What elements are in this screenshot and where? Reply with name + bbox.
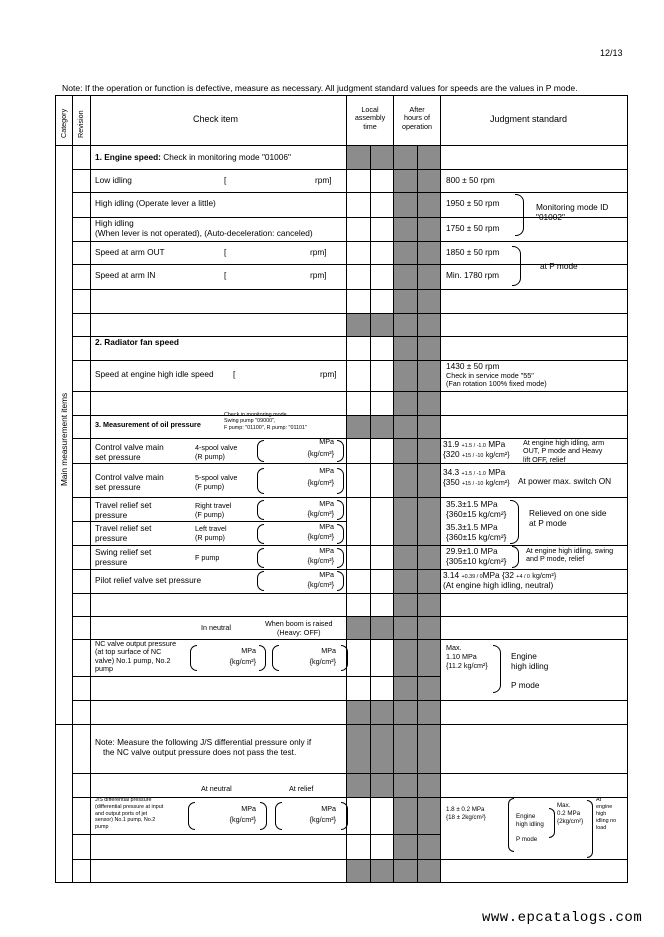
category-header: Category <box>59 108 68 138</box>
oil-std-3: 35.3±1.5 MPa {360±15 kg/cm²} <box>446 499 507 519</box>
at-neutral-label: At neutral <box>201 784 232 793</box>
oil-row-sub: Left travel (R pump) <box>195 524 227 543</box>
std-high-idling: 1750 ± 50 rpm <box>446 223 500 233</box>
oil-row-item: Control valve main set pressure <box>95 472 164 493</box>
high-idling-label: High idling <box>95 218 134 228</box>
oil-row-item: Pilot relief valve set pressure <box>95 575 202 585</box>
nc-p-mode: P mode <box>511 680 540 690</box>
bracket-open: [ <box>224 175 227 185</box>
oil-row-item: Travel relief set pressure <box>95 500 152 521</box>
note-text: Note: If the operation or function is defective, measure as necessary. All judgment standard values for speeds are the values in P mode. <box>62 83 578 93</box>
check-item-header: Check item <box>193 114 239 124</box>
unit-label: {kg/cm²} <box>307 556 334 565</box>
oil-std-5-note: At engine high idling, swing and P mode, relief <box>526 546 614 564</box>
unit-label: {kg/cm²} <box>307 532 334 541</box>
oil-row-item: Swing relief set pressure <box>95 547 152 568</box>
radiator-item: Speed at engine high idle speed <box>95 369 214 379</box>
after-hours-header: After hours of operation <box>402 105 432 131</box>
std-high-idling-lever: 1950 ± 50 rpm <box>446 198 500 208</box>
high-idling-lever-label: High idling (Operate lever a little) <box>95 198 216 208</box>
high-idling-note: (When lever is not operated), (Auto-deceleration: canceled) <box>95 228 313 238</box>
js-at-engine: At engine high idling no load <box>596 797 617 832</box>
oil-std-34-note: Relieved on one side at P mode <box>529 508 607 528</box>
arm-out-label: Speed at arm OUT <box>95 247 165 257</box>
rpm-close: rpm] <box>310 270 327 280</box>
oil-std-2: 34.3 +1.5 / -1.0 MPa {350 +15 / -10 kg/cm²} <box>443 467 510 487</box>
radiator-title: 2. Radiator fan speed <box>95 337 179 347</box>
bracket-open: [ <box>224 270 227 280</box>
js-std: 1.8 ± 0.2 MPa {18 ± 2kg/cm²} <box>446 806 486 822</box>
revision-header: Revision <box>76 110 85 138</box>
std-low-idling: 800 ± 50 rpm <box>446 175 495 185</box>
low-idling-label: Low idling <box>95 175 132 185</box>
radiator-std: 1430 ± 50 rpm Check in service mode "55" (Fan rotation 100% fixed mode) <box>446 361 547 388</box>
at-p-mode-note: at P mode <box>540 261 578 271</box>
bracket-open: [ <box>224 247 227 257</box>
unit-label: MPa <box>241 646 256 655</box>
local-assembly-header: Local assembly time <box>354 105 386 131</box>
oil-monitor-note: Check in monitoring mode Swing pump "09000", F pump: "01100", R pump: "01101" <box>224 412 307 431</box>
unit-label: {kg/cm²} <box>229 815 256 824</box>
unit-label: MPa <box>321 804 336 813</box>
oil-row-sub: Right travel (F pump) <box>195 501 232 520</box>
oil-std-6: 3.14 +0.39 / 0MPa {32 +4 / 0 kg/cm²} (At engine high idling, neutral) <box>443 570 557 590</box>
unit-label: MPa <box>319 437 334 446</box>
js-p-mode: P mode <box>516 836 538 843</box>
boom-raised-label: When boom is raised (Heavy: OFF) <box>265 619 333 637</box>
in-neutral-label: In neutral <box>201 623 231 632</box>
unit-label: MPa <box>321 646 336 655</box>
unit-label: MPa <box>319 546 334 555</box>
unit-label: MPa <box>319 570 334 579</box>
rpm-close: rpm] <box>320 369 337 379</box>
watermark: www.epcatalogs.com <box>482 910 643 926</box>
unit-label: {kg/cm²} <box>307 478 334 487</box>
unit-label: MPa <box>319 522 334 531</box>
oil-row-sub: 4-spool valve (R pump) <box>195 443 238 462</box>
at-relief-label: At relief <box>289 784 314 793</box>
unit-label: {kg/cm²} <box>307 580 334 589</box>
rpm-close: rpm] <box>315 175 332 185</box>
oil-row-item: Travel relief set pressure <box>95 523 152 544</box>
js-note: Note: Measure the following J/S differential pressure only if the NC valve output pressure does not pass the test. <box>95 737 312 757</box>
oil-row-sub: 5-spool valve (F pump) <box>195 473 238 492</box>
unit-label: {kg/cm²} <box>307 449 334 458</box>
oil-std-1-note: At engine high idling, arm OUT, P mode and Heavy lift OFF, relief <box>523 438 605 464</box>
unit-label: {kg/cm²} <box>229 657 256 666</box>
arm-in-label: Speed at arm IN <box>95 270 156 280</box>
unit-label: MPa <box>319 466 334 475</box>
js-max: Max. 0.2 MPa {2kg/cm²} <box>557 802 584 825</box>
std-arm-in: Min. 1780 rpm <box>446 270 500 280</box>
js-item: J/S differential pressure (differential pressure at input and output ports of jet sensor) No.1 pump, No.2 pump <box>95 797 164 830</box>
judgment-standard-header: Judgment standard <box>490 114 568 124</box>
nc-engine-high: Engine high idling <box>511 651 549 672</box>
oil-std-1: 31.9 +1.5 / -1.0 MPa {320 +15 / -10 kg/cm²} <box>443 439 510 459</box>
engine-speed-title: 1. Engine speed: Check in monitoring mode "01006" <box>95 152 291 162</box>
js-engine-high: Engine high idling <box>516 813 544 829</box>
std-arm-out: 1850 ± 50 rpm <box>446 247 500 257</box>
unit-label: {kg/cm²} <box>309 815 336 824</box>
oil-std-4: 35.3±1.5 MPa {360±15 kg/cm²} <box>446 522 507 542</box>
bracket-open: [ <box>233 369 236 379</box>
monitoring-mode-note: Monitoring mode ID "01002" <box>536 202 609 222</box>
unit-label: {kg/cm²} <box>309 657 336 666</box>
nc-valve-item: NC valve output pressure (at top surface of NC valve) No.1 pump, No.2 pump <box>95 639 177 673</box>
oil-std-2-note: At power max. switch ON <box>518 476 612 486</box>
unit-label: {kg/cm²} <box>307 509 334 518</box>
unit-label: MPa <box>241 804 256 813</box>
oil-row-item: Control valve main set pressure <box>95 442 164 463</box>
unit-label: MPa <box>319 499 334 508</box>
page-number: 12/13 <box>600 48 623 58</box>
main-measurement-label: Main measurement items <box>59 392 69 486</box>
nc-valve-std: Max. 1.10 MPa {11.2 kg/cm²} <box>446 643 488 670</box>
oil-row-sub: F pump <box>195 553 220 562</box>
rpm-close: rpm] <box>310 247 327 257</box>
oil-pressure-title: 3. Measurement of oil pressure <box>95 420 201 429</box>
oil-std-5: 29.9±1.0 MPa {305±10 kg/cm²} <box>446 546 507 566</box>
